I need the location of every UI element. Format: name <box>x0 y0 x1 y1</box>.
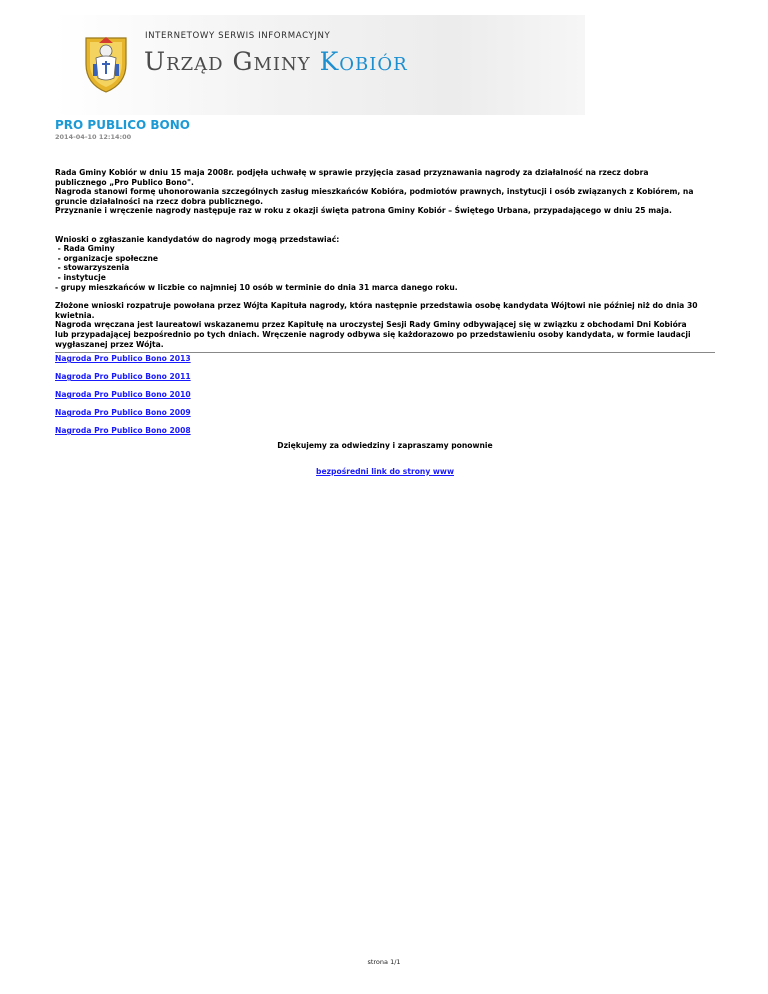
link-award-2009[interactable]: Nagroda Pro Publico Bono 2009 <box>55 408 191 418</box>
text-line: Nagroda stanowi formę uhonorowania szczególnych zasług mieszkańców Kobióra, podmiotów prawnych, instytucji i osób związanych z Kobiórem, na <box>55 187 694 197</box>
text-line: Wnioski o zgłaszanie kandydatów do nagrody mogą przedstawiać: <box>55 234 340 244</box>
list-item: - stowarzyszenia <box>55 263 130 273</box>
page-title: PRO PUBLICO BONO <box>55 118 190 132</box>
site-title <box>144 47 408 76</box>
list-item: - instytucje <box>55 272 106 282</box>
text-line: wygłaszanej przez Wójta. <box>55 339 164 349</box>
text-line: Nagroda wręczana jest laureatowi wskazanemu przez Kapitułę na uroczystej Sesji Rady Gminy odbywającej się w związku z obchodami Dni Kobióra <box>55 320 687 330</box>
link-award-2013[interactable]: Nagroda Pro Publico Bono 2013 <box>55 354 191 364</box>
site-banner <box>55 15 585 115</box>
direct-link-wrap <box>55 459 715 478</box>
site-subtitle: INTERNETOWY SERWIS INFORMACYJNY <box>145 31 331 41</box>
paragraph-intro <box>55 168 715 216</box>
coat-of-arms-icon <box>82 34 130 94</box>
site-title-main: Urząd Gminy <box>144 47 311 76</box>
text-line: publicznego „Pro Publico Bono". <box>55 177 194 187</box>
text-line: gruncie działalności na rzecz dobra publicznego. <box>55 196 264 206</box>
related-links <box>55 354 715 436</box>
thanks-message: Dziękujemy za odwiedziny i zapraszamy ponownie <box>277 440 493 450</box>
list-item: - organizacje społeczne <box>55 253 159 263</box>
list-item: - grupy mieszkańców w liczbie co najmniej 10 osób w terminie do dnia 31 marca danego roku. <box>55 282 458 292</box>
text-line: Złożone wnioski rozpatruje powołana przez Wójta Kapituła nagrody, która następnie przedstawia osobę kandydata Wójtowi nie później niż do dnia 30 <box>55 301 698 311</box>
link-award-2011[interactable]: Nagroda Pro Publico Bono 2011 <box>55 372 191 382</box>
article <box>55 118 715 478</box>
site-title-accent: Kobiór <box>319 47 408 76</box>
text-line: Rada Gminy Kobiór w dniu 15 maja 2008r. podjęła uchwałę w sprawie przyjęcia zasad przyznawania nagrody za działalność na rzecz dobra <box>55 168 649 177</box>
list-item: - Rada Gminy <box>55 244 115 254</box>
divider <box>55 352 715 353</box>
paragraph-nominations <box>55 225 715 292</box>
text-line: kwietnia. <box>55 310 95 320</box>
direct-link[interactable]: bezpośredni link do strony www <box>316 466 454 476</box>
page-number: strona 1/1 <box>367 958 401 966</box>
link-award-2008[interactable]: Nagroda Pro Publico Bono 2008 <box>55 426 191 436</box>
text-line: Przyznanie i wręczenie nagrody następuje raz w roku z okazji święta patrona Gminy Kobiór – Świętego Urbana, przypadającego w dniu 25 maja. <box>55 206 672 216</box>
link-award-2010[interactable]: Nagroda Pro Publico Bono 2010 <box>55 390 191 400</box>
paragraph-procedure <box>55 301 715 349</box>
article-date: 2014-04-10 12:14:00 <box>55 133 132 141</box>
text-line: lub przypadającej bezpośrednio po tych dniach. Wręczenie nagrody odbywa się każdorazowo po przedstawieniu osoby kandydata, w formie laudacji <box>55 329 691 339</box>
